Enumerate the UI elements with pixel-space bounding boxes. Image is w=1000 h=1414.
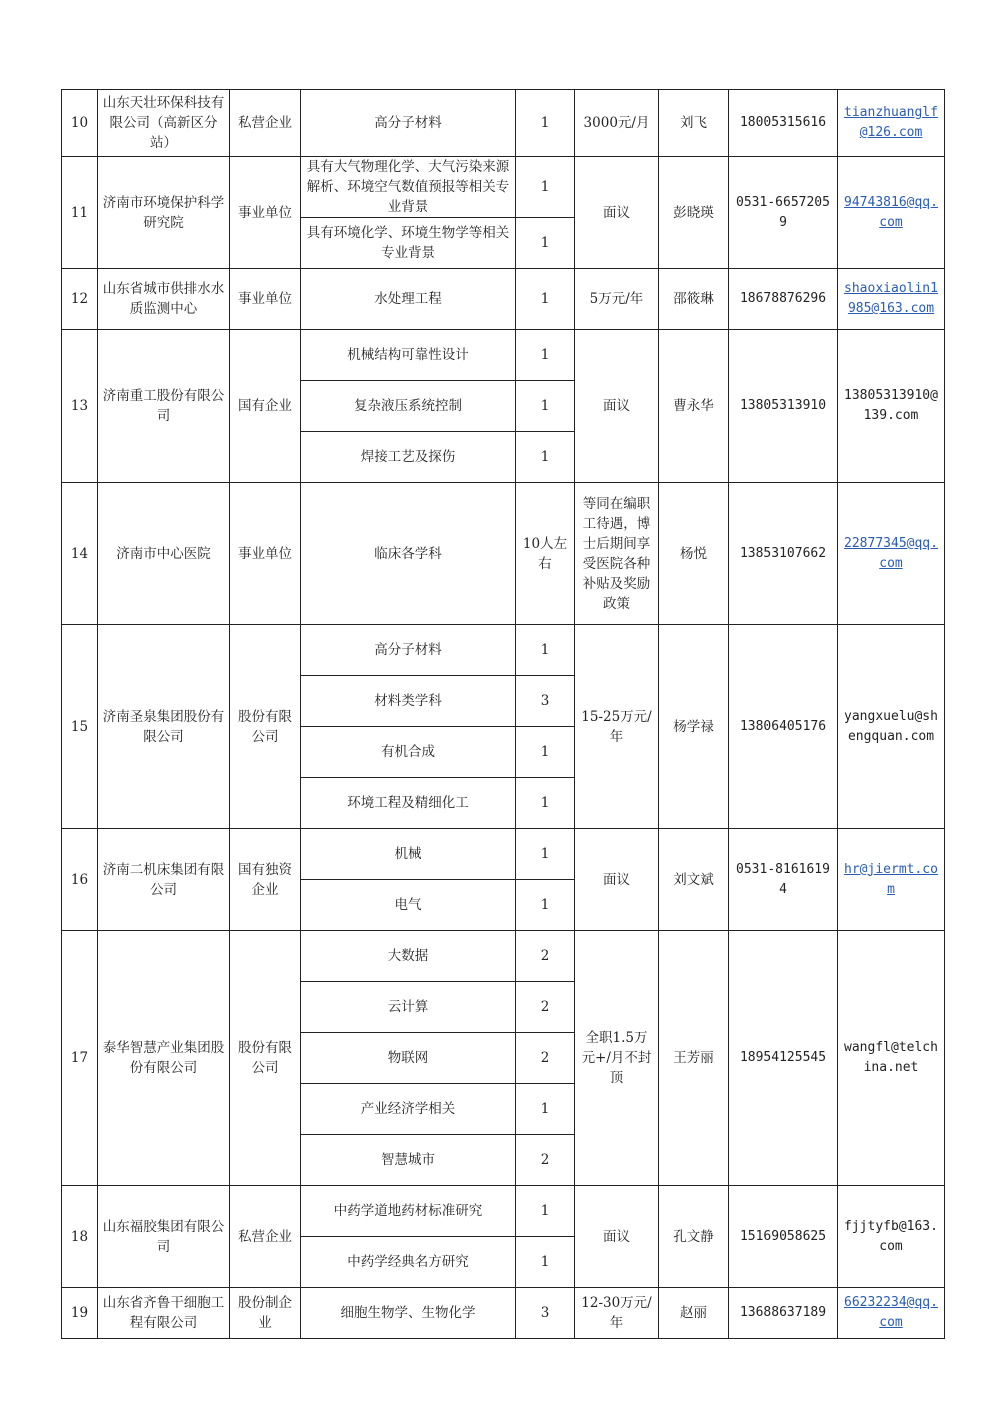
- phone-number: [729, 931, 838, 1186]
- row-number-text: 10: [70, 115, 89, 131]
- position-count-text: 1: [540, 1203, 550, 1219]
- contact-person-text: 赵丽: [680, 1305, 707, 1321]
- position-count: [516, 157, 575, 218]
- position-count-text: 2: [540, 1050, 550, 1066]
- row-number: [62, 157, 98, 269]
- position-major: [301, 829, 516, 880]
- table-row: [62, 1288, 945, 1339]
- position-count: [516, 218, 575, 269]
- phone-number-text: 13806405176: [739, 718, 827, 734]
- company-type-text: 事业单位: [238, 545, 292, 562]
- salary: [575, 1186, 659, 1288]
- position-count-text: 1: [540, 1254, 550, 1270]
- contact-person: [659, 829, 729, 931]
- email-address-text: wangfl@telchina.net: [844, 1040, 938, 1075]
- table-row: [62, 483, 945, 625]
- table-row: [62, 90, 945, 157]
- row-number-text: 19: [70, 1305, 89, 1321]
- row-number: [62, 1288, 98, 1339]
- company-type: [230, 931, 301, 1186]
- salary: [575, 625, 659, 829]
- contact-person-text: 杨学禄: [673, 718, 714, 735]
- position-major: [301, 1288, 516, 1339]
- position-count-text: 10人左右: [522, 535, 568, 572]
- company-name-text: 山东省齐鲁干细胞工程有限公司: [102, 1295, 225, 1331]
- position-major-text: 临床各学科: [374, 545, 442, 562]
- position-major-text: 具有大气物理化学、大气污染来源解析、环境空气数值预报等相关专业背景: [306, 159, 510, 215]
- company-type-text: 私营企业: [238, 1228, 292, 1245]
- row-number-text: 16: [70, 871, 89, 888]
- salary-text: 12-30万元/年: [581, 1295, 652, 1331]
- position-count-text: 1: [540, 347, 550, 363]
- position-count: [516, 625, 575, 676]
- position-count-text: 1: [540, 897, 550, 913]
- position-count: [516, 381, 575, 432]
- salary: [575, 1288, 659, 1339]
- company-type: [230, 625, 301, 829]
- position-major-text: 机械: [394, 846, 422, 862]
- row-number: [62, 625, 98, 829]
- company-name: [98, 90, 230, 157]
- phone-number-text: 13853107662: [739, 545, 827, 561]
- phone-number: [729, 90, 838, 157]
- email-address: [838, 625, 945, 829]
- position-count: [516, 727, 575, 778]
- phone-number-text: 18005315616: [739, 115, 827, 130]
- salary: [575, 330, 659, 483]
- phone-number-text: 18954125545: [739, 1050, 827, 1065]
- position-major: [301, 727, 516, 778]
- position-major: [301, 432, 516, 483]
- email-address-text[interactable]: 94743816@qq.com: [844, 194, 938, 230]
- row-number: [62, 90, 98, 157]
- position-major: [301, 931, 516, 982]
- phone-number: [729, 1288, 838, 1339]
- position-count-text: 1: [540, 795, 550, 811]
- salary: [575, 90, 659, 157]
- position-major-text: 水处理工程: [374, 291, 442, 307]
- position-major: [301, 1186, 516, 1237]
- salary-text: 等同在编职工待遇，博士后期间享受医院各种补贴及奖励政策: [582, 495, 651, 612]
- phone-number: [729, 330, 838, 483]
- contact-person: [659, 269, 729, 330]
- position-major-text: 环境工程及精细化工: [347, 795, 469, 811]
- position-count: [516, 1033, 575, 1084]
- position-count: [516, 829, 575, 880]
- position-major-text: 智慧城市: [381, 1152, 435, 1168]
- position-count-text: 2: [540, 1152, 550, 1168]
- email-address-text: fjjtyfb@163.com: [844, 1218, 938, 1254]
- position-count: [516, 90, 575, 157]
- position-count: [516, 931, 575, 982]
- position-major: [301, 1135, 516, 1186]
- company-type: [230, 330, 301, 483]
- company-name: [98, 829, 230, 931]
- company-type: [230, 269, 301, 330]
- email-address: [838, 1186, 945, 1288]
- phone-number-text: 13805313910: [739, 398, 827, 413]
- position-major-text: 焊接工艺及探伤: [360, 449, 456, 465]
- company-type-text: 股份制企业: [238, 1295, 292, 1331]
- salary-text: 15-25万元/年: [581, 708, 652, 745]
- contact-person: [659, 931, 729, 1186]
- position-major: [301, 1033, 516, 1084]
- salary: [575, 931, 659, 1186]
- email-address: [838, 330, 945, 483]
- row-number-text: 17: [70, 1050, 89, 1066]
- row-number-text: 11: [70, 204, 89, 221]
- company-name: [98, 157, 230, 269]
- email-address[interactable]: [838, 269, 945, 330]
- row-number: [62, 330, 98, 483]
- position-count: [516, 880, 575, 931]
- position-major-text: 云计算: [387, 999, 429, 1015]
- salary-text: 面议: [603, 871, 630, 888]
- salary: [575, 483, 659, 625]
- position-count: [516, 483, 575, 625]
- row-number: [62, 269, 98, 330]
- company-type-text: 国有独资企业: [238, 861, 292, 898]
- salary-text: 全职1.5万元+/月不封顶: [581, 1030, 652, 1086]
- company-name-text: 山东福胶集团有限公司: [102, 1218, 225, 1255]
- contact-person-text: 邵筱琳: [673, 291, 714, 307]
- salary-text: 面议: [603, 204, 630, 221]
- company-type: [230, 1186, 301, 1288]
- company-name-text: 济南市中心医院: [116, 545, 211, 562]
- salary-text: 5万元/年: [589, 291, 644, 307]
- position-count: [516, 330, 575, 381]
- position-count-text: 1: [540, 744, 550, 760]
- position-major: [301, 1084, 516, 1135]
- email-address-text[interactable]: tianzhuanglf@126.com: [844, 105, 938, 140]
- position-major-text: 有机合成: [381, 744, 435, 760]
- company-name-text: 济南二机床集团有限公司: [102, 861, 225, 898]
- position-count-text: 2: [540, 999, 550, 1015]
- salary-text: 面议: [603, 398, 630, 414]
- position-count-text: 3: [540, 693, 550, 709]
- phone-number-text: 18678876296: [739, 291, 827, 306]
- position-major-text: 中药学经典名方研究: [347, 1254, 469, 1270]
- contact-person-text: 杨悦: [680, 545, 707, 562]
- email-address[interactable]: [838, 829, 945, 931]
- phone-number-text: 0531-81616194: [736, 861, 830, 897]
- company-type: [230, 483, 301, 625]
- table-row: [62, 157, 945, 218]
- company-name-text: 济南圣泉集团股份有限公司: [102, 708, 225, 745]
- row-number: [62, 931, 98, 1186]
- contact-person: [659, 90, 729, 157]
- row-number: [62, 829, 98, 931]
- row-number-text: 18: [70, 1228, 89, 1245]
- salary: [575, 269, 659, 330]
- company-name-text: 泰华智慧产业集团股份有限公司: [102, 1040, 225, 1076]
- contact-person-text: 曹永华: [673, 398, 714, 414]
- position-count-text: 1: [540, 398, 550, 414]
- position-major: [301, 982, 516, 1033]
- position-major-text: 高分子材料: [374, 642, 442, 658]
- salary: [575, 157, 659, 269]
- phone-number: [729, 1186, 838, 1288]
- row-number: [62, 1186, 98, 1288]
- table-row: [62, 829, 945, 880]
- position-major: [301, 625, 516, 676]
- company-type-text: 股份有限公司: [238, 708, 292, 745]
- position-count: [516, 1288, 575, 1339]
- position-count: [516, 1084, 575, 1135]
- contact-person-text: 刘飞: [680, 115, 707, 131]
- email-address-text[interactable]: 22877345@qq.com: [844, 535, 938, 571]
- row-number-text: 13: [70, 398, 89, 414]
- table-row: [62, 931, 945, 982]
- company-name: [98, 625, 230, 829]
- position-major: [301, 218, 516, 269]
- position-count: [516, 982, 575, 1033]
- phone-number-text: 13688637189: [739, 1305, 827, 1320]
- row-number-text: 15: [70, 718, 89, 735]
- position-count-text: 3: [540, 1305, 550, 1321]
- phone-number-text: 15169058625: [739, 1228, 827, 1244]
- position-count: [516, 778, 575, 829]
- contact-person: [659, 1186, 729, 1288]
- contact-person: [659, 625, 729, 829]
- position-count-text: 1: [540, 642, 550, 658]
- contact-person: [659, 483, 729, 625]
- contact-person-text: 孔文静: [673, 1228, 714, 1245]
- company-name: [98, 269, 230, 330]
- position-major-text: 物联网: [387, 1050, 429, 1066]
- salary-text: 面议: [603, 1228, 630, 1245]
- contact-person: [659, 330, 729, 483]
- position-major-text: 机械结构可靠性设计: [347, 347, 469, 363]
- row-number-text: 14: [70, 545, 89, 562]
- row-number-text: 12: [70, 291, 89, 307]
- position-major-text: 中药学道地药材标准研究: [333, 1203, 483, 1219]
- position-count: [516, 1135, 575, 1186]
- position-count-text: 1: [540, 179, 550, 195]
- company-name-text: 山东天壮环保科技有限公司（高新区分站）: [102, 95, 225, 151]
- position-major: [301, 778, 516, 829]
- email-address-text: 13805313910@139.com: [844, 388, 938, 423]
- phone-number: [729, 625, 838, 829]
- position-major-text: 产业经济学相关: [360, 1101, 456, 1117]
- email-address-text[interactable]: shaoxiaolin1985@163.com: [844, 281, 938, 316]
- email-address[interactable]: [838, 157, 945, 269]
- contact-person-text: 王芳丽: [673, 1050, 714, 1066]
- position-count-text: 1: [540, 846, 550, 862]
- position-count-text: 2: [540, 948, 550, 964]
- position-major-text: 电气: [394, 897, 422, 913]
- position-major: [301, 381, 516, 432]
- position-major-text: 细胞生物学、生物化学: [340, 1305, 476, 1321]
- company-name: [98, 931, 230, 1186]
- position-count: [516, 1237, 575, 1288]
- phone-number: [729, 157, 838, 269]
- company-type-text: 私营企业: [238, 115, 292, 131]
- position-major: [301, 676, 516, 727]
- position-major-text: 高分子材料: [374, 115, 442, 131]
- position-count-text: 1: [540, 449, 550, 465]
- recruitment-table: [61, 89, 945, 1339]
- company-name-text: 山东省城市供排水水质监测中心: [102, 281, 225, 317]
- position-major: [301, 880, 516, 931]
- company-name: [98, 330, 230, 483]
- email-address[interactable]: [838, 90, 945, 157]
- phone-number: [729, 829, 838, 931]
- company-type-text: 国有企业: [238, 398, 292, 414]
- position-major: [301, 269, 516, 330]
- position-major-text: 大数据: [387, 948, 429, 964]
- company-name: [98, 483, 230, 625]
- email-address-text: yangxuelu@shengquan.com: [844, 708, 938, 744]
- position-major-text: 复杂液压系统控制: [354, 398, 462, 414]
- position-major: [301, 157, 516, 218]
- table-row: [62, 330, 945, 381]
- company-type-text: 股份有限公司: [238, 1040, 292, 1076]
- position-count-text: 1: [540, 115, 550, 131]
- phone-number: [729, 483, 838, 625]
- position-count: [516, 432, 575, 483]
- contact-person-text: 刘文斌: [673, 871, 714, 888]
- position-major: [301, 90, 516, 157]
- position-count-text: 1: [540, 291, 550, 307]
- salary-text: 3000元/月: [583, 115, 650, 131]
- company-name: [98, 1186, 230, 1288]
- phone-number-text: 0531-66572059: [736, 194, 830, 230]
- company-name: [98, 1288, 230, 1339]
- company-type-text: 事业单位: [238, 291, 292, 307]
- company-type-text: 事业单位: [238, 204, 292, 221]
- company-type: [230, 157, 301, 269]
- email-address[interactable]: [838, 483, 945, 625]
- email-address-text[interactable]: hr@jiermt.com: [844, 861, 938, 897]
- email-address: [838, 931, 945, 1186]
- salary: [575, 829, 659, 931]
- phone-number: [729, 269, 838, 330]
- contact-person: [659, 157, 729, 269]
- table-row: [62, 625, 945, 676]
- position-major: [301, 483, 516, 625]
- position-major: [301, 1237, 516, 1288]
- email-address[interactable]: [838, 1288, 945, 1339]
- contact-person: [659, 1288, 729, 1339]
- table-row: [62, 1186, 945, 1237]
- company-name-text: 济南重工股份有限公司: [102, 388, 225, 424]
- row-number: [62, 483, 98, 625]
- position-count-text: 1: [540, 235, 550, 251]
- position-count-text: 1: [540, 1101, 550, 1117]
- company-type: [230, 1288, 301, 1339]
- company-name-text: 济南市环境保护科学研究院: [102, 194, 225, 231]
- email-address-text[interactable]: 66232234@qq.com: [844, 1295, 938, 1330]
- position-major-text: 具有环境化学、环境生物学等相关专业背景: [306, 225, 510, 261]
- position-major: [301, 330, 516, 381]
- position-major-text: 材料类学科: [374, 693, 442, 709]
- table-row: [62, 269, 945, 330]
- position-count: [516, 676, 575, 727]
- contact-person-text: 彭晓瑛: [673, 204, 714, 221]
- company-type: [230, 90, 301, 157]
- company-type: [230, 829, 301, 931]
- position-count: [516, 269, 575, 330]
- position-count: [516, 1186, 575, 1237]
